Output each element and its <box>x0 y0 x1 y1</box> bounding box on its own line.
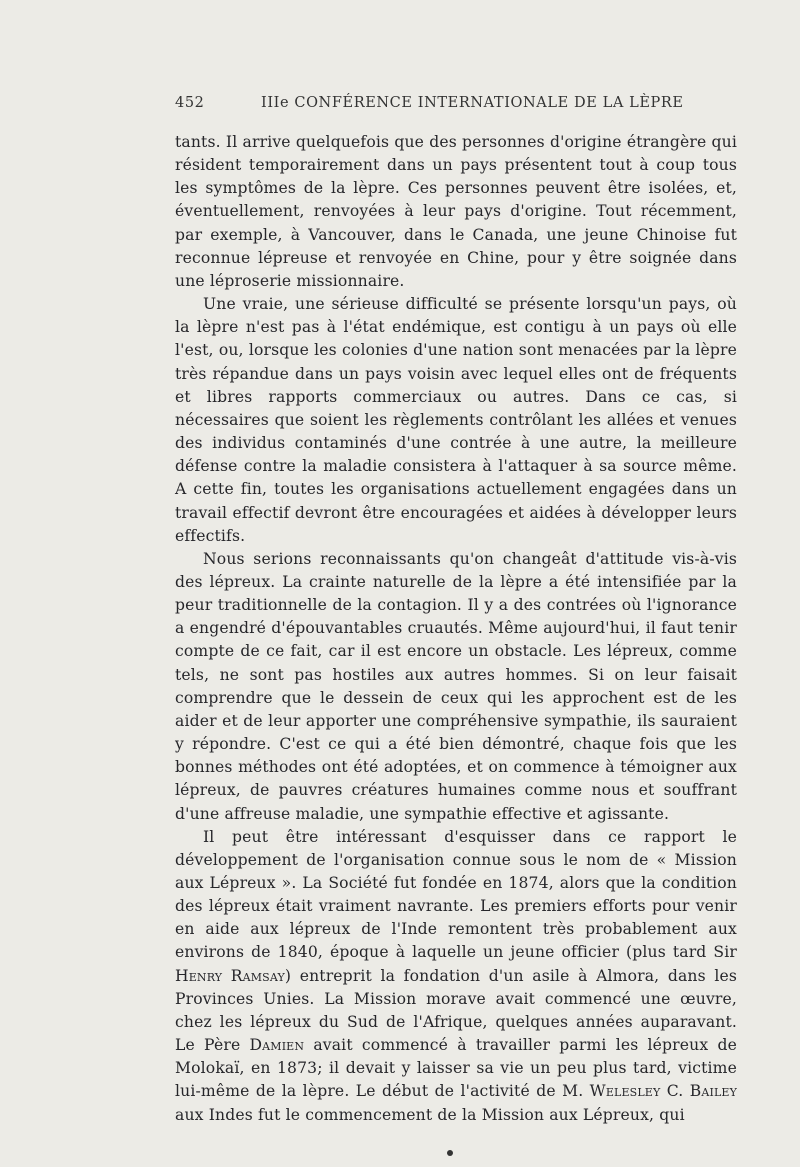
body-text <box>175 131 737 1127</box>
page-number: 452 <box>175 95 205 111</box>
mission-text-4: aux Indes fut le commencement de la Mission aux Lépreux, qui <box>175 1105 685 1124</box>
paragraph-continuation: tants. Il arrive quelquefois que des personnes d'origine étrangère qui résident temporairement dans un pays présentent tout à coup tous les symptômes de la lèpre. Ces personnes peuvent être isolées, et, éventuellement, renvoyées à leur pays d'origine. Tout récemment, par exemple, à Vancouver, dans le Canada, une jeune Chinoise fut reconnue lépreuse et renvoyée en Chine, pour y être soignée dans une léproserie missionnaire. <box>175 133 737 290</box>
running-title: IIIe CONFÉRENCE INTERNATIONALE DE LA LÈPRE <box>261 95 684 111</box>
person-name-ramsay: Henry Ramsay <box>175 966 285 985</box>
person-name-damien: Damien <box>249 1036 305 1055</box>
person-name-bailey: Welesley C. Bailey <box>589 1082 737 1101</box>
paragraph-attitude: Nous serions reconnaissants qu'on changeât d'attitude vis-à-vis des lépreux. La crainte naturelle de la lèpre a été intensifiée par la peur traditionnelle de la contagion. Il y a des contrées où l'ignorance a engendré d'épouvantables cruautés. Même aujourd'hui, il faut tenir compte de ce fait, car il est encore un obstacle. Les lépreux, comme tels, ne sont pas hostiles aux autres hommes. Si on leur faisait comprendre que le dessein de ceux qui les approchent est de les aider et de leur apporter une compréhensive sympathie, ils sauraient y répondre. C'est ce qui a été bien démontré, chaque fois que les bonnes méthodes ont été adoptées, et on commence à témoigner aux lépreux, de pauvres créatures humaines comme nous et souffrant d'une affreuse maladie, une sympathie effective et agissante. <box>175 549 737 823</box>
mission-text-1: Il peut être intéressant d'esquisser dans ce rapport le développement de l'organisation connue sous le nom de « Mission aux Lépreux ». La Société fut fondée en 1874, alors que la condition des lépreux était vraiment navrante. Les premiers efforts pour venir en aide aux lépreux de l'Inde remontent très probablement aux environs de 1840, époque à laquelle un jeune officier (plus tard Sir <box>175 827 737 962</box>
ink-speck <box>447 1150 453 1156</box>
paragraph-mission-history <box>175 826 737 1127</box>
paragraph-endemic-difficulty: Une vraie, une sérieuse difficulté se présente lorsqu'un pays, où la lèpre n'est pas à l'état endémique, est contigu à un pays où elle l'est, ou, lorsque les colonies d'une nation sont menacées par la lèpre très répandue dans un pays voisin avec lequel elles ont de fréquents et libres rapports commerciaux ou autres. Dans ce cas, si nécessaires que soient les règlements contrôlant les allées et venues des individus contaminés d'une contrée à une autre, la meilleure défense contre la maladie consistera à l'attaquer à sa source même. A cette fin, toutes les organisations actuellement engagées dans un travail effectif devront être encouragées et aidées à développer leurs effectifs. <box>175 295 737 545</box>
mission-text-2: ) entreprit la fondation d'un asile à Almora, dans les Provinces Unies. La Mission morave avait commencé une œuvre, chez les lépreux du Sud de l'Afrique, quelques années auparavant. Le Père <box>175 966 737 1055</box>
mission-text-3: avait commencé à travailler parmi les lépreux de Molokaï, en 1873; il devait y laisser sa vie un peu plus tard, victime lui-même de la lèpre. Le début de l'activité de M. <box>175 1036 737 1101</box>
